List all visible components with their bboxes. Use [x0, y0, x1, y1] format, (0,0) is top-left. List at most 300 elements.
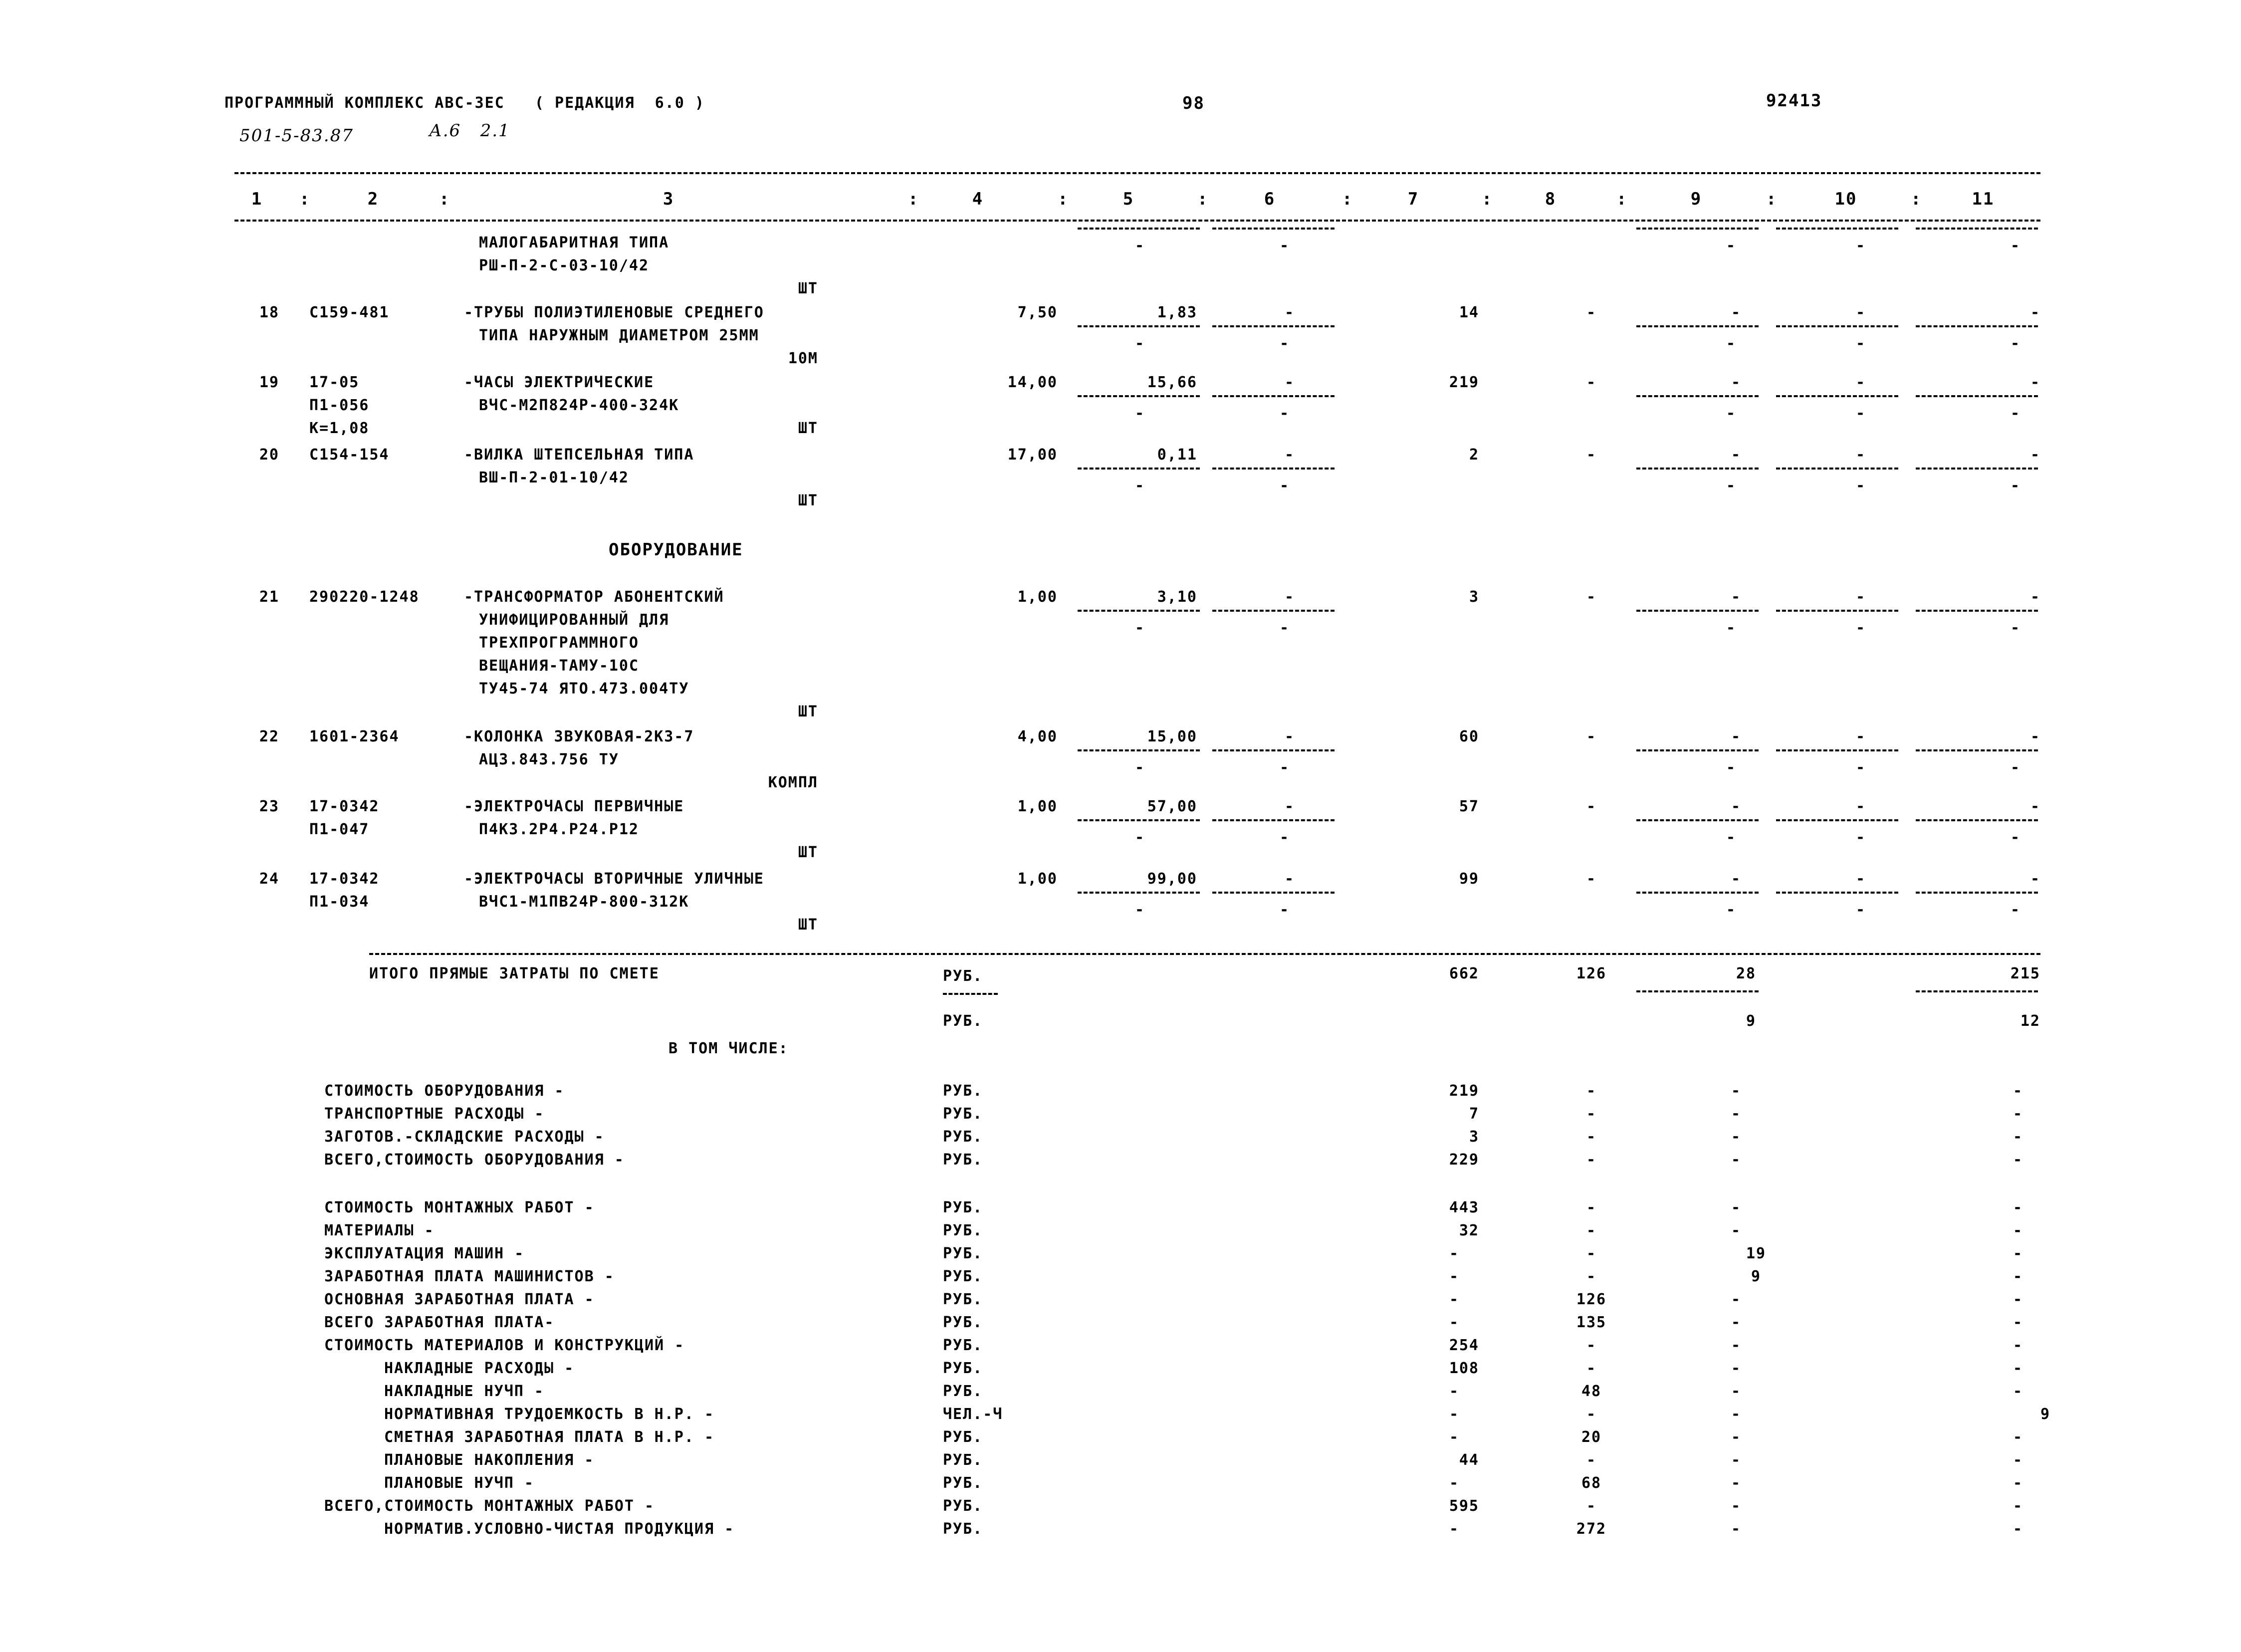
item-19-col11: -: [2030, 374, 2040, 391]
summary-line-unit: РУБ.: [943, 1451, 983, 1469]
item-24-total-cost: 99: [1459, 870, 1479, 888]
item-cont-unit: ШТ: [798, 280, 818, 297]
summary-line-col7: 443: [1449, 1199, 1479, 1216]
summary-line-unit: ЧЕЛ.-Ч: [943, 1406, 1003, 1423]
summary-line-col11: -: [2013, 1497, 2023, 1515]
item-19-rule-c11: [1916, 395, 2038, 397]
item-21-rule-c10: [1776, 610, 1898, 612]
summary-line-label: ВСЕГО,СТОИМОСТЬ ОБОРУДОВАНИЯ -: [324, 1151, 625, 1169]
document-number: 92413: [1766, 91, 1822, 111]
item-24-col6: -: [1284, 870, 1295, 888]
summary-line-col11: 9: [2040, 1406, 2050, 1423]
total-rule-c9: [1636, 990, 1759, 992]
summary-line-col9: -: [1731, 1383, 1742, 1400]
item-22-rule-c6: [1212, 749, 1335, 751]
summary-line-col7: -: [1449, 1291, 1459, 1308]
item-24-rule-c11: [1916, 892, 2038, 894]
summary-line-col11: -: [2013, 1222, 2023, 1239]
item-23-desc-line: -ЭЛЕКТРОЧАСЫ ПЕРВИЧНЫЕ: [464, 798, 684, 815]
summary-line-col9: 9: [1751, 1268, 1762, 1285]
summary-line-col7: 219: [1449, 1082, 1479, 1100]
item-22-code: 1601-2364: [309, 728, 400, 745]
item-20-rule-c9: [1636, 468, 1759, 470]
item-22-col5-sub: -: [1134, 759, 1145, 776]
summary-line-col9: -: [1731, 1199, 1742, 1216]
item-21-col5-sub: -: [1134, 619, 1145, 637]
column-separator: :: [439, 189, 450, 209]
project-code: 501-5-83.87: [239, 126, 354, 146]
total-col9: 28: [1736, 965, 1757, 982]
item-22-col10: -: [1855, 728, 1866, 745]
summary-line-col8: 68: [1581, 1474, 1602, 1492]
total-col7: 662: [1449, 965, 1479, 982]
summary-line-col7: -: [1449, 1428, 1459, 1446]
item-20-rule-c10: [1776, 468, 1898, 470]
item-20-rule-c5: [1078, 468, 1200, 470]
summary-line-col8: 20: [1581, 1428, 1602, 1446]
item-19-col8: -: [1586, 374, 1597, 391]
summary-line-label: ЗАГОТОВ.-СКЛАДСКИЕ РАСХОДЫ -: [324, 1128, 605, 1146]
summary-line-col8: -: [1586, 1268, 1597, 1285]
item-23-quantity: 1,00: [1017, 798, 1058, 815]
item-18-rule-c5: [1078, 325, 1200, 327]
summary-line-col8: 135: [1576, 1314, 1607, 1331]
item-20-code: С154-154: [309, 446, 390, 464]
item-19-code: 17-05: [309, 374, 360, 391]
summary-line-col9: -: [1731, 1105, 1742, 1123]
item-20-col8: -: [1586, 446, 1597, 464]
column-separator: :: [299, 189, 311, 209]
item-24-rule-c10: [1776, 892, 1898, 894]
column-separator: :: [1482, 189, 1493, 209]
item-18-col11: -: [2030, 304, 2040, 321]
item-24-rule-c5: [1078, 892, 1200, 894]
item-22-quantity: 4,00: [1017, 728, 1058, 745]
item-cont-col6-sub: -: [1279, 237, 1290, 254]
summary-line-unit: РУБ.: [943, 1199, 983, 1216]
item-23-col6: -: [1284, 798, 1295, 815]
item-19-unit: ШТ: [798, 420, 818, 437]
summary-line-label: ЗАРАБОТНАЯ ПЛАТА МАШИНИСТОВ -: [324, 1268, 615, 1285]
item-23-number: 23: [259, 798, 279, 815]
item-18-unit-price: 1,83: [1157, 304, 1197, 321]
summary-line-col9: -: [1731, 1474, 1742, 1492]
item-18-col6: -: [1284, 304, 1295, 321]
item-19-col6-sub: -: [1279, 405, 1290, 422]
summary-line-col7: -: [1449, 1268, 1459, 1285]
item-22-col9: -: [1731, 728, 1742, 745]
item-22-rule-c10: [1776, 749, 1898, 751]
item-21-code: 290220-1248: [309, 588, 420, 606]
item-cont-col10-sub: -: [1855, 237, 1866, 254]
item-21-col10: -: [1855, 588, 1866, 606]
item-18-desc-line: ТИПА НАРУЖНЫМ ДИАМЕТРОМ 25ММ: [479, 327, 759, 344]
item-24-col9-sub: -: [1726, 901, 1737, 919]
item-20-col6: -: [1284, 446, 1295, 464]
item-20-unit-price: 0,11: [1157, 446, 1197, 464]
item-22-desc-line: АЦЗ.843.756 ТУ: [479, 751, 619, 768]
summary-line-col7: -: [1449, 1383, 1459, 1400]
item-23-col10-sub: -: [1855, 829, 1866, 846]
column-header-4: 4: [972, 189, 984, 209]
item-22-unit: КОМПЛ: [768, 774, 818, 791]
item-23-unit-price: 57,00: [1147, 798, 1197, 815]
summary-line-label: ПЛАНОВЫЕ НАКОПЛЕНИЯ -: [384, 1451, 595, 1469]
summary-line-col11: -: [2013, 1314, 2023, 1331]
summary-line-col8: -: [1586, 1360, 1597, 1377]
summary-line-label: ЭКСПЛУАТАЦИЯ МАШИН -: [324, 1245, 525, 1262]
column-header-6: 6: [1264, 189, 1276, 209]
summary-line-unit: РУБ.: [943, 1360, 983, 1377]
summary-line-col8: 126: [1576, 1291, 1607, 1308]
summary-line-col9: -: [1731, 1222, 1742, 1239]
item-18-desc-line: -ТРУБЫ ПОЛИЭТИЛЕНОВЫЕ СРЕДНЕГО: [464, 304, 764, 321]
summary-line-col9: 19: [1746, 1245, 1767, 1262]
header-rule-bottom: [234, 220, 2040, 222]
item-18-code: С159-481: [309, 304, 390, 321]
summary-line-col11: -: [2013, 1291, 2023, 1308]
item-18-rule-c11: [1916, 325, 2038, 327]
item-18-number: 18: [259, 304, 279, 321]
item-23-col11-sub: -: [2010, 829, 2021, 846]
total-col11-sub: 12: [2020, 1012, 2040, 1030]
summary-line-col8: -: [1586, 1105, 1597, 1123]
column-header-3: 3: [663, 189, 674, 209]
item-cont-col9-sub: -: [1726, 237, 1737, 254]
item-22-col9-sub: -: [1726, 759, 1737, 776]
summary-line-col11: -: [2013, 1337, 2023, 1354]
item-20-number: 20: [259, 446, 279, 464]
total-rule-top: [369, 953, 2040, 955]
summary-line-label: НАКЛАДНЫЕ НУЧП -: [384, 1383, 544, 1400]
column-header-2: 2: [367, 189, 379, 209]
item-19-desc-line: ВЧС-М2П824Р-400-324К: [479, 397, 679, 414]
summary-line-col7: 229: [1449, 1151, 1479, 1169]
column-separator: :: [1058, 189, 1069, 209]
summary-line-unit: РУБ.: [943, 1497, 983, 1515]
item-20-col11: -: [2030, 446, 2040, 464]
summary-line-unit: РУБ.: [943, 1268, 983, 1285]
item-cont-desc-line: РШ-П-2-С-03-10/42: [479, 257, 650, 274]
item-23-col9: -: [1731, 798, 1742, 815]
item-24-col9: -: [1731, 870, 1742, 888]
item-23-rule-c5: [1078, 819, 1200, 821]
item-20-quantity: 17,00: [1007, 446, 1058, 464]
page-number: 98: [1182, 93, 1205, 113]
summary-line-label: ТРАНСПОРТНЫЕ РАСХОДЫ -: [324, 1105, 545, 1123]
column-separator: :: [1616, 189, 1628, 209]
item-18-col10: -: [1855, 304, 1866, 321]
total-col8: 126: [1576, 965, 1607, 982]
item-20-desc-line: ВШ-П-2-01-10/42: [479, 469, 629, 486]
summary-line-col9: -: [1731, 1082, 1742, 1100]
summary-line-label: МАТЕРИАЛЫ -: [324, 1222, 435, 1239]
item-23-rule-c10: [1776, 819, 1898, 821]
summary-line-unit: РУБ.: [943, 1314, 983, 1331]
item-22-number: 22: [259, 728, 279, 745]
item-cont-rule-c6: [1212, 228, 1335, 230]
item-22-col8: -: [1586, 728, 1597, 745]
item-19-col5-sub: -: [1134, 405, 1145, 422]
total-unit-rule: [943, 993, 998, 995]
item-24-col5-sub: -: [1134, 901, 1145, 919]
item-24-col11: -: [2030, 870, 2040, 888]
summary-line-col9: -: [1731, 1151, 1742, 1169]
summary-line-col8: -: [1586, 1497, 1597, 1515]
summary-line-col9: -: [1731, 1337, 1742, 1354]
total-unit-2: РУБ.: [943, 1012, 983, 1030]
summary-line-col8: 272: [1576, 1520, 1607, 1538]
summary-line-label: СТОИМОСТЬ ОБОРУДОВАНИЯ -: [324, 1082, 565, 1100]
item-cont-desc-line: МАЛОГАБАРИТНАЯ ТИПА: [479, 234, 670, 251]
item-19-code3: К=1,08: [309, 420, 370, 437]
item-21-col6-sub: -: [1279, 619, 1290, 637]
item-cont-rule-c9: [1636, 228, 1759, 230]
item-23-total-cost: 57: [1459, 798, 1479, 815]
summary-line-col9: -: [1731, 1428, 1742, 1446]
item-24-col6-sub: -: [1279, 901, 1290, 919]
item-20-col10: -: [1855, 446, 1866, 464]
item-24-desc-line: ВЧС1-М1ПВ24Р-800-312К: [479, 893, 689, 911]
item-19-rule-c5: [1078, 395, 1200, 397]
summary-line-col8: -: [1586, 1245, 1597, 1262]
item-21-col8: -: [1586, 588, 1597, 606]
item-18-col9: -: [1731, 304, 1742, 321]
column-separator: :: [1766, 189, 1778, 209]
summary-line-col9: -: [1731, 1451, 1742, 1469]
summary-line-unit: РУБ.: [943, 1474, 983, 1492]
item-19-total-cost: 219: [1449, 374, 1479, 391]
summary-line-col11: -: [2013, 1474, 2023, 1492]
item-20-unit: ШТ: [798, 492, 818, 509]
total-rule-c11: [1916, 990, 2038, 992]
summary-line-label: НОРМАТИВНАЯ ТРУДОЕМКОСТЬ В Н.Р. -: [384, 1406, 715, 1423]
including-heading: В ТОМ ЧИСЛЕ:: [669, 1040, 789, 1057]
summary-line-unit: РУБ.: [943, 1428, 983, 1446]
column-separator: :: [1342, 189, 1353, 209]
item-20-desc-line: -ВИЛКА ШТЕПСЕЛЬНАЯ ТИПА: [464, 446, 694, 464]
item-20-col10-sub: -: [1855, 477, 1866, 494]
item-18-col9-sub: -: [1726, 335, 1737, 352]
item-24-col8: -: [1586, 870, 1597, 888]
item-21-quantity: 1,00: [1017, 588, 1058, 606]
item-23-rule-c9: [1636, 819, 1759, 821]
summary-line-col11: -: [2013, 1199, 2023, 1216]
item-19-col10-sub: -: [1855, 405, 1866, 422]
item-21-desc-line: ТУ45-74 ЯТО.473.004ТУ: [479, 680, 689, 698]
summary-line-col9: -: [1731, 1360, 1742, 1377]
summary-line-col8: -: [1586, 1406, 1597, 1423]
item-21-desc-line: ВЕЩАНИЯ-ТАМУ-10С: [479, 657, 639, 675]
item-cont-rule-c11: [1916, 228, 2038, 230]
item-19-col10: -: [1855, 374, 1866, 391]
section-title: ОБОРУДОВАНИЕ: [609, 540, 743, 560]
summary-line-col7: -: [1449, 1406, 1459, 1423]
total-unit: РУБ.: [943, 967, 983, 985]
column-header-5: 5: [1122, 189, 1134, 209]
summary-line-label: СМЕТНАЯ ЗАРАБОТНАЯ ПЛАТА В Н.Р. -: [384, 1428, 715, 1446]
summary-line-col11: -: [2013, 1105, 2023, 1123]
item-18-col8: -: [1586, 304, 1597, 321]
summary-line-col11: -: [2013, 1360, 2023, 1377]
item-21-col11-sub: -: [2010, 619, 2021, 637]
item-22-col6-sub: -: [1279, 759, 1290, 776]
summary-line-col7: 44: [1459, 1451, 1479, 1469]
item-24-code2: П1-034: [309, 893, 370, 911]
item-21-col11: -: [2030, 588, 2040, 606]
item-20-col6-sub: -: [1279, 477, 1290, 494]
summary-line-col11: -: [2013, 1383, 2023, 1400]
item-22-col11: -: [2030, 728, 2040, 745]
header-rule-top: [234, 172, 2040, 174]
summary-line-label: СТОИМОСТЬ МОНТАЖНЫХ РАБОТ -: [324, 1199, 595, 1216]
item-21-col9: -: [1731, 588, 1742, 606]
summary-line-col11: -: [2013, 1151, 2023, 1169]
item-24-number: 24: [259, 870, 279, 888]
item-21-unit: ШТ: [798, 703, 818, 720]
summary-line-label: ОСНОВНАЯ ЗАРАБОТНАЯ ПЛАТА -: [324, 1291, 595, 1308]
item-18-total-cost: 14: [1459, 304, 1479, 321]
item-22-rule-c11: [1916, 749, 2038, 751]
item-24-col10-sub: -: [1855, 901, 1866, 919]
column-separator: :: [1911, 189, 1922, 209]
item-22-col6: -: [1284, 728, 1295, 745]
item-20-rule-c11: [1916, 468, 2038, 470]
summary-line-col11: -: [2013, 1451, 2023, 1469]
summary-line-unit: РУБ.: [943, 1291, 983, 1308]
summary-line-label: ВСЕГО ЗАРАБОТНАЯ ПЛАТА-: [324, 1314, 555, 1331]
column-header-10: 10: [1834, 189, 1857, 209]
album-ref: А.6 2.1: [429, 121, 510, 141]
summary-line-col7: 254: [1449, 1337, 1479, 1354]
item-22-desc-line: -КОЛОНКА ЗВУКОВАЯ-2КЗ-7: [464, 728, 694, 745]
item-21-col9-sub: -: [1726, 619, 1737, 637]
item-21-col6: -: [1284, 588, 1295, 606]
item-21-rule-c5: [1078, 610, 1200, 612]
item-21-col10-sub: -: [1855, 619, 1866, 637]
summary-line-col11: -: [2013, 1428, 2023, 1446]
program-title: ПРОГРАММНЫЙ КОМПЛЕКС АВС-ЗЕС ( РЕДАКЦИЯ 6.0 ): [224, 94, 705, 112]
item-23-col5-sub: -: [1134, 829, 1145, 846]
item-19-desc-line: -ЧАСЫ ЭЛЕКТРИЧЕСКИЕ: [464, 374, 655, 391]
item-20-col5-sub: -: [1134, 477, 1145, 494]
item-21-rule-c9: [1636, 610, 1759, 612]
column-separator: :: [908, 189, 919, 209]
item-23-code2: П1-047: [309, 821, 370, 838]
item-21-rule-c6: [1212, 610, 1335, 612]
summary-line-col7: 32: [1459, 1222, 1479, 1239]
item-19-col9-sub: -: [1726, 405, 1737, 422]
summary-line-col11: -: [2013, 1082, 2023, 1100]
summary-line-col7: 3: [1469, 1128, 1479, 1146]
item-23-col10: -: [1855, 798, 1866, 815]
item-23-rule-c6: [1212, 819, 1335, 821]
item-21-rule-c11: [1916, 610, 2038, 612]
item-21-number: 21: [259, 588, 279, 606]
item-24-quantity: 1,00: [1017, 870, 1058, 888]
summary-line-col7: -: [1449, 1245, 1459, 1262]
item-19-unit-price: 15,66: [1147, 374, 1197, 391]
summary-line-col11: -: [2013, 1268, 2023, 1285]
summary-line-unit: РУБ.: [943, 1245, 983, 1262]
item-19-number: 19: [259, 374, 279, 391]
item-24-rule-c9: [1636, 892, 1759, 894]
column-header-7: 7: [1407, 189, 1419, 209]
item-24-rule-c6: [1212, 892, 1335, 894]
summary-line-col9: -: [1731, 1497, 1742, 1515]
summary-line-col8: -: [1586, 1199, 1597, 1216]
item-19-quantity: 14,00: [1007, 374, 1058, 391]
item-cont-col11-sub: -: [2010, 237, 2021, 254]
summary-line-col8: -: [1586, 1128, 1597, 1146]
summary-line-col9: -: [1731, 1128, 1742, 1146]
item-18-col5-sub: -: [1134, 335, 1145, 352]
item-18-rule-c6: [1212, 325, 1335, 327]
summary-line-label: ВСЕГО,СТОИМОСТЬ МОНТАЖНЫХ РАБОТ -: [324, 1497, 655, 1515]
item-18-col10-sub: -: [1855, 335, 1866, 352]
summary-line-unit: РУБ.: [943, 1337, 983, 1354]
summary-line-col7: -: [1449, 1314, 1459, 1331]
item-18-col11-sub: -: [2010, 335, 2021, 352]
summary-line-col8: -: [1586, 1151, 1597, 1169]
summary-line-unit: РУБ.: [943, 1151, 983, 1169]
item-21-desc-line: ТРЕХПРОГРАММНОГО: [479, 634, 639, 652]
summary-line-unit: РУБ.: [943, 1383, 983, 1400]
item-18-quantity: 7,50: [1017, 304, 1058, 321]
item-22-unit-price: 15,00: [1147, 728, 1197, 745]
item-20-total-cost: 2: [1469, 446, 1479, 464]
item-24-col10: -: [1855, 870, 1866, 888]
total-col11: 215: [2010, 965, 2040, 982]
summary-line-col8: -: [1586, 1222, 1597, 1239]
summary-line-col9: -: [1731, 1406, 1742, 1423]
item-20-col9: -: [1731, 446, 1742, 464]
item-24-unit: ШТ: [798, 916, 818, 934]
summary-line-unit: РУБ.: [943, 1520, 983, 1538]
summary-line-label: НАКЛАДНЫЕ РАСХОДЫ -: [384, 1360, 575, 1377]
summary-line-col9: -: [1731, 1314, 1742, 1331]
total-col9-sub: 9: [1746, 1012, 1757, 1030]
item-cont-rule-c5: [1078, 228, 1200, 230]
item-19-rule-c10: [1776, 395, 1898, 397]
summary-line-col7: 7: [1469, 1105, 1479, 1123]
item-23-code: 17-0342: [309, 798, 380, 815]
item-24-code: 17-0342: [309, 870, 380, 888]
summary-line-col9: -: [1731, 1291, 1742, 1308]
item-19-rule-c6: [1212, 395, 1335, 397]
item-24-col11-sub: -: [2010, 901, 2021, 919]
total-label: ИТОГО ПРЯМЫЕ ЗАТРАТЫ ПО СМЕТЕ: [369, 965, 660, 982]
summary-line-col8: -: [1586, 1337, 1597, 1354]
column-header-1: 1: [251, 189, 263, 209]
summary-line-col7: 108: [1449, 1360, 1479, 1377]
summary-line-unit: РУБ.: [943, 1128, 983, 1146]
item-21-total-cost: 3: [1469, 588, 1479, 606]
item-24-desc-line: -ЭЛЕКТРОЧАСЫ ВТОРИЧНЫЕ УЛИЧНЫЕ: [464, 870, 764, 888]
item-22-col11-sub: -: [2010, 759, 2021, 776]
item-21-unit-price: 3,10: [1157, 588, 1197, 606]
column-header-8: 8: [1545, 189, 1557, 209]
summary-line-col11: -: [2013, 1245, 2023, 1262]
summary-line-col8: 48: [1581, 1383, 1602, 1400]
column-separator: :: [1197, 189, 1209, 209]
item-cont-rule-c10: [1776, 228, 1898, 230]
item-23-col9-sub: -: [1726, 829, 1737, 846]
item-23-unit: ШТ: [798, 844, 818, 861]
item-18-col6-sub: -: [1279, 335, 1290, 352]
item-23-rule-c11: [1916, 819, 2038, 821]
summary-line-col7: 595: [1449, 1497, 1479, 1515]
